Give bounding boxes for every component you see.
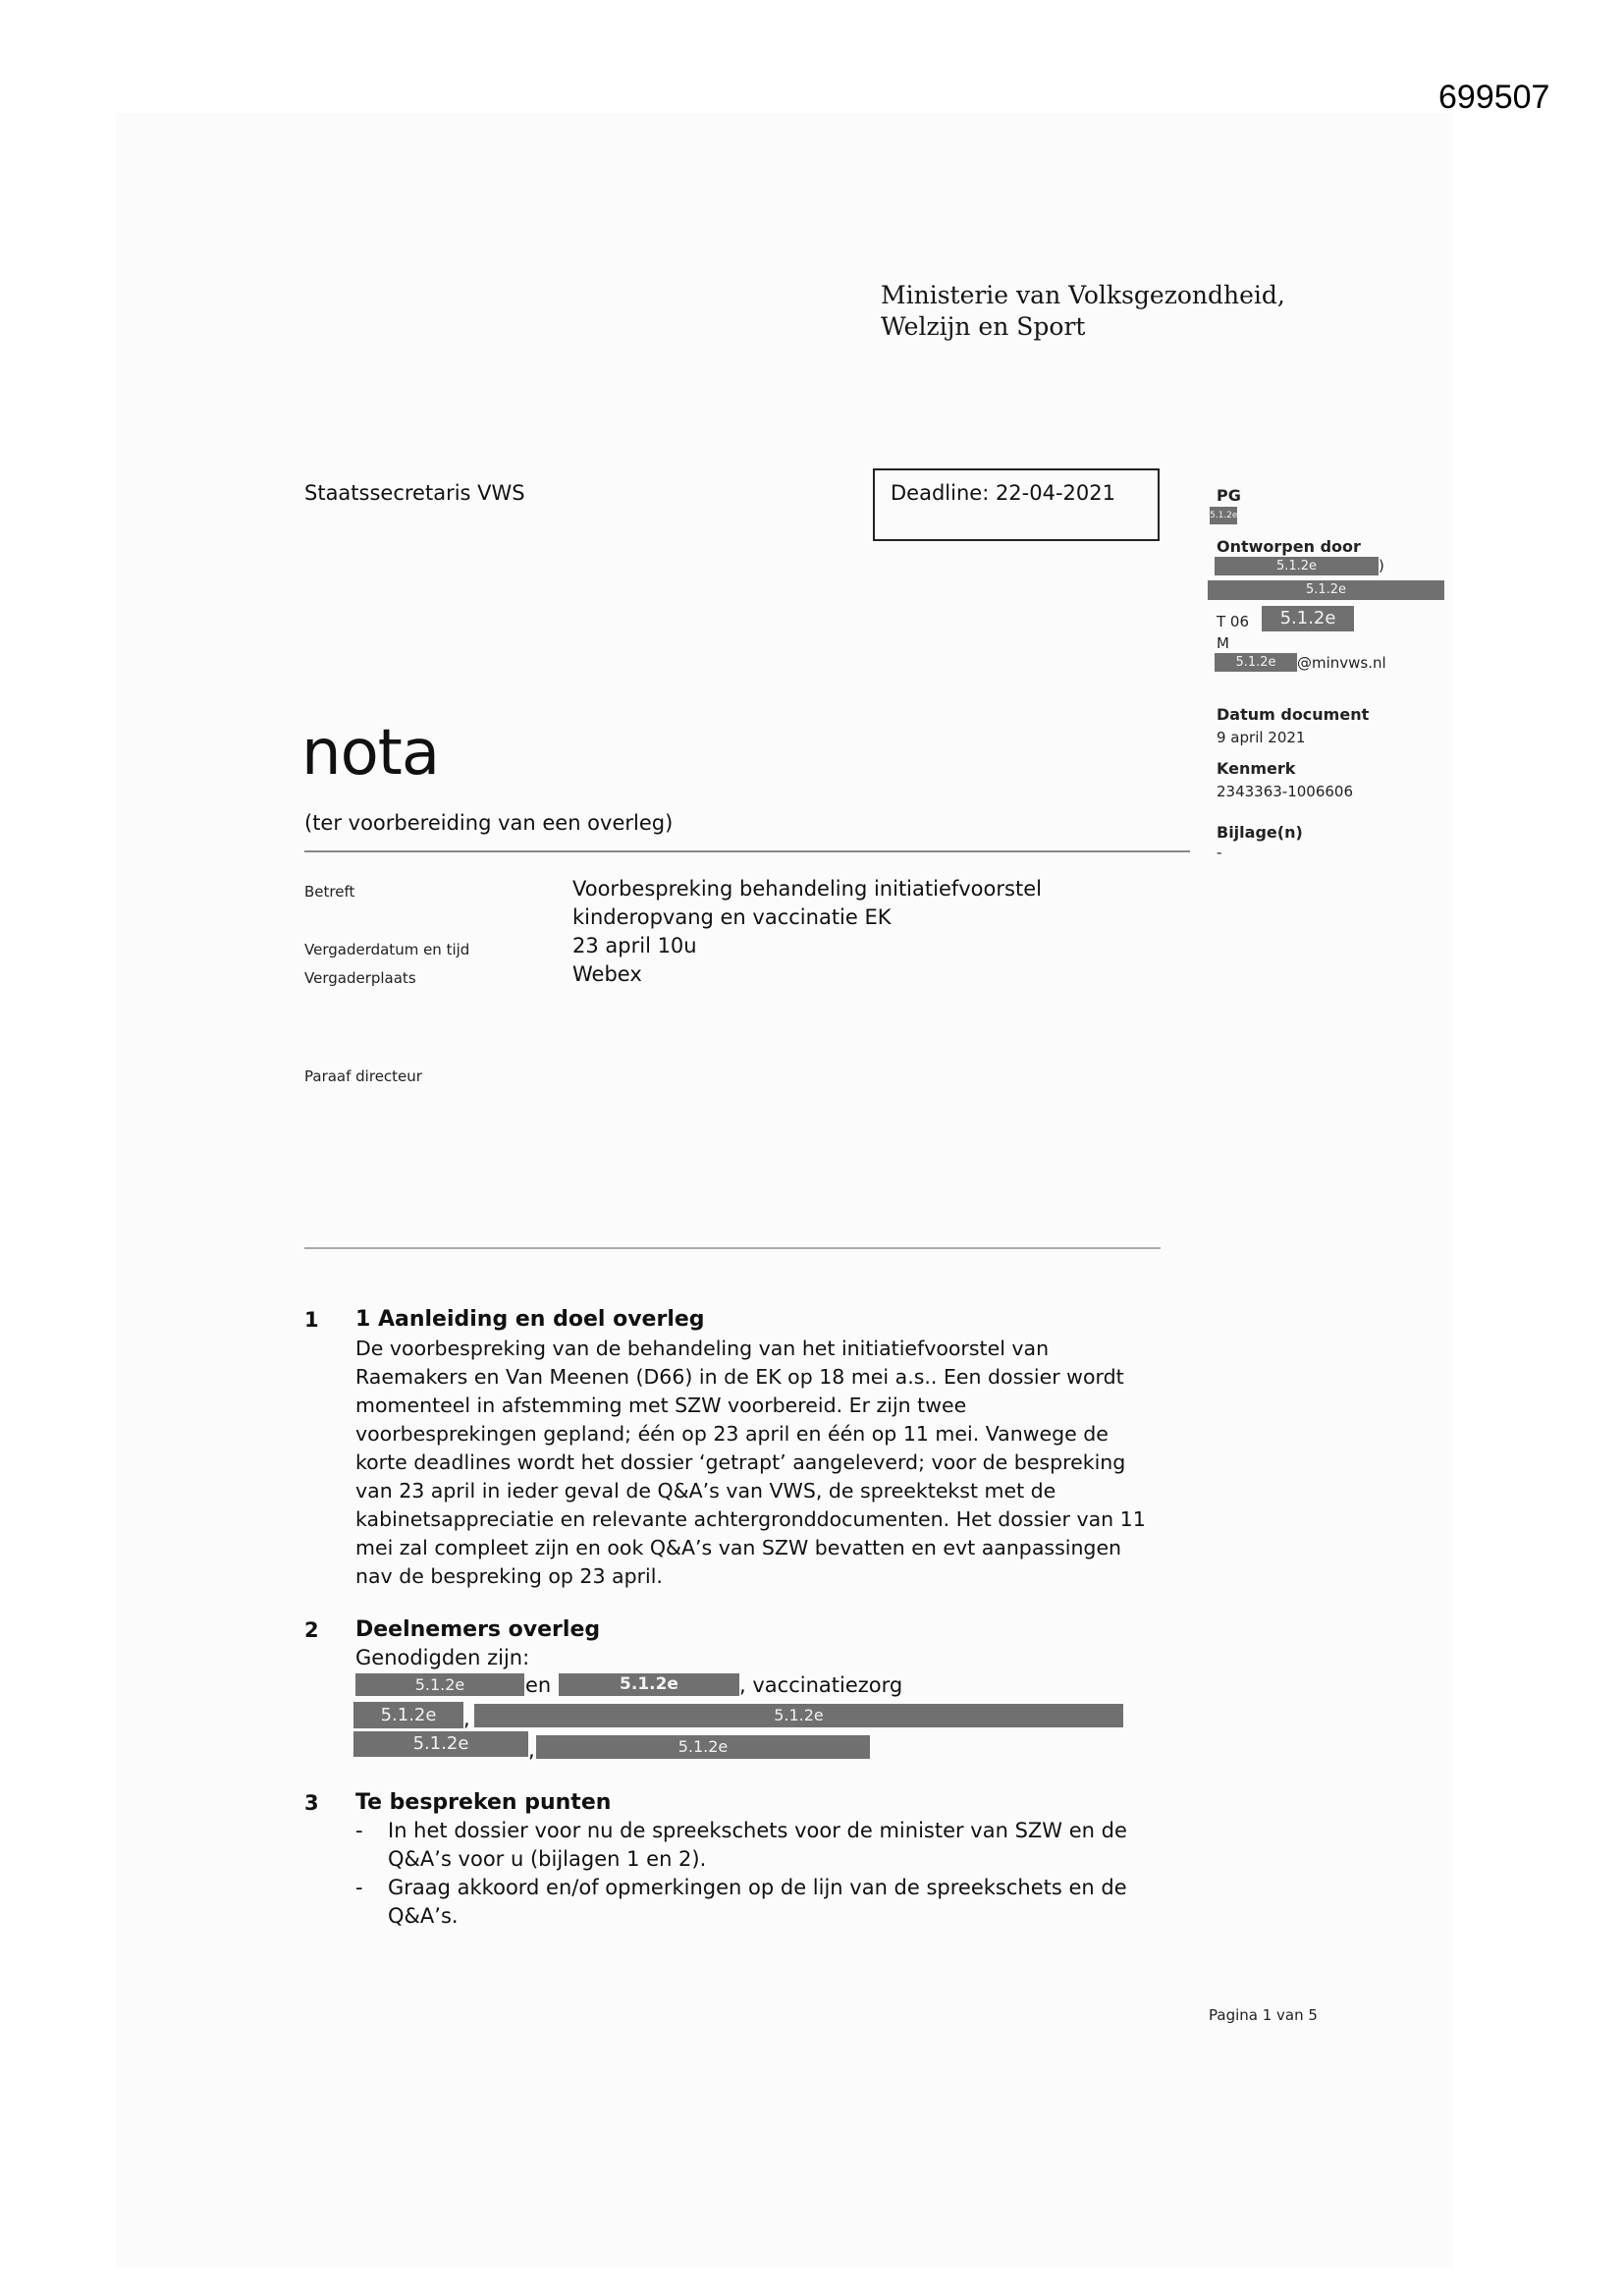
paragraph-line: kabinetsappreciatie en relevante achtergronddocumenten. Het dossier van 11 xyxy=(355,1507,1146,1531)
document-title: nota xyxy=(301,717,440,790)
sidebar-kenmerk-label: Kenmerk xyxy=(1217,759,1296,778)
sidebar-datum-value: 9 april 2021 xyxy=(1217,729,1306,746)
section-1-number: 1 xyxy=(304,1308,319,1332)
participants-comma: , xyxy=(528,1738,535,1762)
section-3-title: Te bespreken punten xyxy=(355,1790,612,1815)
section-1-body xyxy=(355,1335,1146,1591)
sidebar-pg-label: PG xyxy=(1217,486,1241,505)
meta-betreft-line2: kinderopvang en vaccinatie EK xyxy=(572,905,892,929)
meta-betreft-line1: Voorbespreking behandeling initiatiefvoorstel xyxy=(572,877,1042,901)
section-2-number: 2 xyxy=(304,1618,319,1642)
redaction-block: 5.1.2e xyxy=(559,1673,739,1696)
paragraph-line: Raemakers en Van Meenen (D66) in de EK op 18 mei a.s.. Een dossier wordt xyxy=(355,1365,1124,1389)
redaction-block: 5.1.2e xyxy=(1215,557,1379,575)
ministry-name-line1: Ministerie van Volksgezondheid, xyxy=(881,281,1285,309)
redaction-block: 5.1.2e xyxy=(353,1731,528,1757)
meta-datum-value: 23 april 10u xyxy=(572,934,697,957)
deadline-text: Deadline: 22-04-2021 xyxy=(891,481,1115,505)
divider xyxy=(304,850,1190,852)
paragraph-line: voorbesprekingen gepland; één op 23 april en één op 11 mei. Vanwege de xyxy=(355,1422,1109,1446)
redaction-block: 5.1.2e xyxy=(1262,606,1354,631)
sidebar-email-suffix: @minvws.nl xyxy=(1297,654,1386,672)
section-1-title: 1 Aanleiding en doel overleg xyxy=(355,1307,705,1332)
sidebar-m-label: M xyxy=(1217,634,1229,652)
sidebar-paren: ) xyxy=(1379,557,1384,574)
participants-vaccinatiezorg: , vaccinatiezorg xyxy=(739,1673,903,1697)
paragraph-line: momenteel in afstemming met SZW voorbereid. Er zijn twee xyxy=(355,1394,967,1417)
deadline-box xyxy=(873,468,1160,541)
sidebar-ontworpen-label: Ontworpen door xyxy=(1217,537,1361,556)
sidebar-bijlage-value: - xyxy=(1217,844,1222,861)
meta-betreft-label: Betreft xyxy=(304,883,355,901)
section-2-intro: Genodigden zijn: xyxy=(355,1646,530,1669)
document-subtitle: (ter voorbereiding van een overleg) xyxy=(304,811,674,835)
meta-datum-label: Vergaderdatum en tijd xyxy=(304,941,470,958)
redaction-block: 5.1.2e xyxy=(1215,653,1297,672)
page-footer: Pagina 1 van 5 xyxy=(1209,2006,1318,2024)
meta-plaats-value: Webex xyxy=(572,962,642,986)
sidebar-bijlage-label: Bijlage(n) xyxy=(1217,823,1303,842)
meta-paraaf-label: Paraaf directeur xyxy=(304,1067,422,1085)
recipient: Staatssecretaris VWS xyxy=(304,481,525,505)
ministry-name-line2: Welzijn en Sport xyxy=(881,312,1086,341)
redaction-block: 5.1.2e xyxy=(355,1673,524,1696)
bullet-dash: - xyxy=(355,1819,363,1842)
paragraph-line: De voorbespreking van de behandeling van het initiatiefvoorstel van xyxy=(355,1337,1050,1360)
redaction-block: 5.1.2e xyxy=(474,1704,1123,1727)
meta-plaats-label: Vergaderplaats xyxy=(304,969,416,987)
bullet-1-line1: In het dossier voor nu de spreekschets voor de minister van SZW en de xyxy=(388,1819,1127,1842)
paragraph-line: mei zal compleet zijn en ook Q&A’s van SZW bevatten en evt aanpassingen xyxy=(355,1536,1122,1559)
bullet-dash: - xyxy=(355,1876,363,1899)
redaction-block: 5.1.2e xyxy=(1210,507,1237,524)
section-3-number: 3 xyxy=(304,1791,319,1815)
sidebar-tel-prefix: T 06 xyxy=(1217,613,1250,630)
page-background xyxy=(116,113,1453,2269)
redaction-block: 5.1.2e xyxy=(353,1702,463,1728)
document-number: 699507 xyxy=(1438,79,1550,116)
divider xyxy=(304,1247,1161,1249)
paragraph-line: korte deadlines wordt het dossier ‘getrapt’ aangeleverd; voor de bespreking xyxy=(355,1450,1126,1474)
section-2-title: Deelnemers overleg xyxy=(355,1617,601,1642)
sidebar-kenmerk-value: 2343363-1006606 xyxy=(1217,783,1354,800)
paragraph-line: van 23 april in ieder geval de Q&A’s van VWS, de spreektekst met de xyxy=(355,1479,1056,1503)
bullet-1-line2: Q&A’s voor u (bijlagen 1 en 2). xyxy=(388,1847,707,1871)
redaction-block: 5.1.2e xyxy=(1208,580,1444,600)
participants-en: en xyxy=(525,1673,552,1697)
bullet-2-line2: Q&A’s. xyxy=(388,1904,459,1928)
bullet-2-line1: Graag akkoord en/of opmerkingen op de lijn van de spreekschets en de xyxy=(388,1876,1127,1899)
redaction-block: 5.1.2e xyxy=(536,1735,870,1759)
sidebar-datum-label: Datum document xyxy=(1217,705,1370,724)
paragraph-line: nav de bespreking op 23 april. xyxy=(355,1564,663,1588)
participants-comma: , xyxy=(463,1707,470,1730)
